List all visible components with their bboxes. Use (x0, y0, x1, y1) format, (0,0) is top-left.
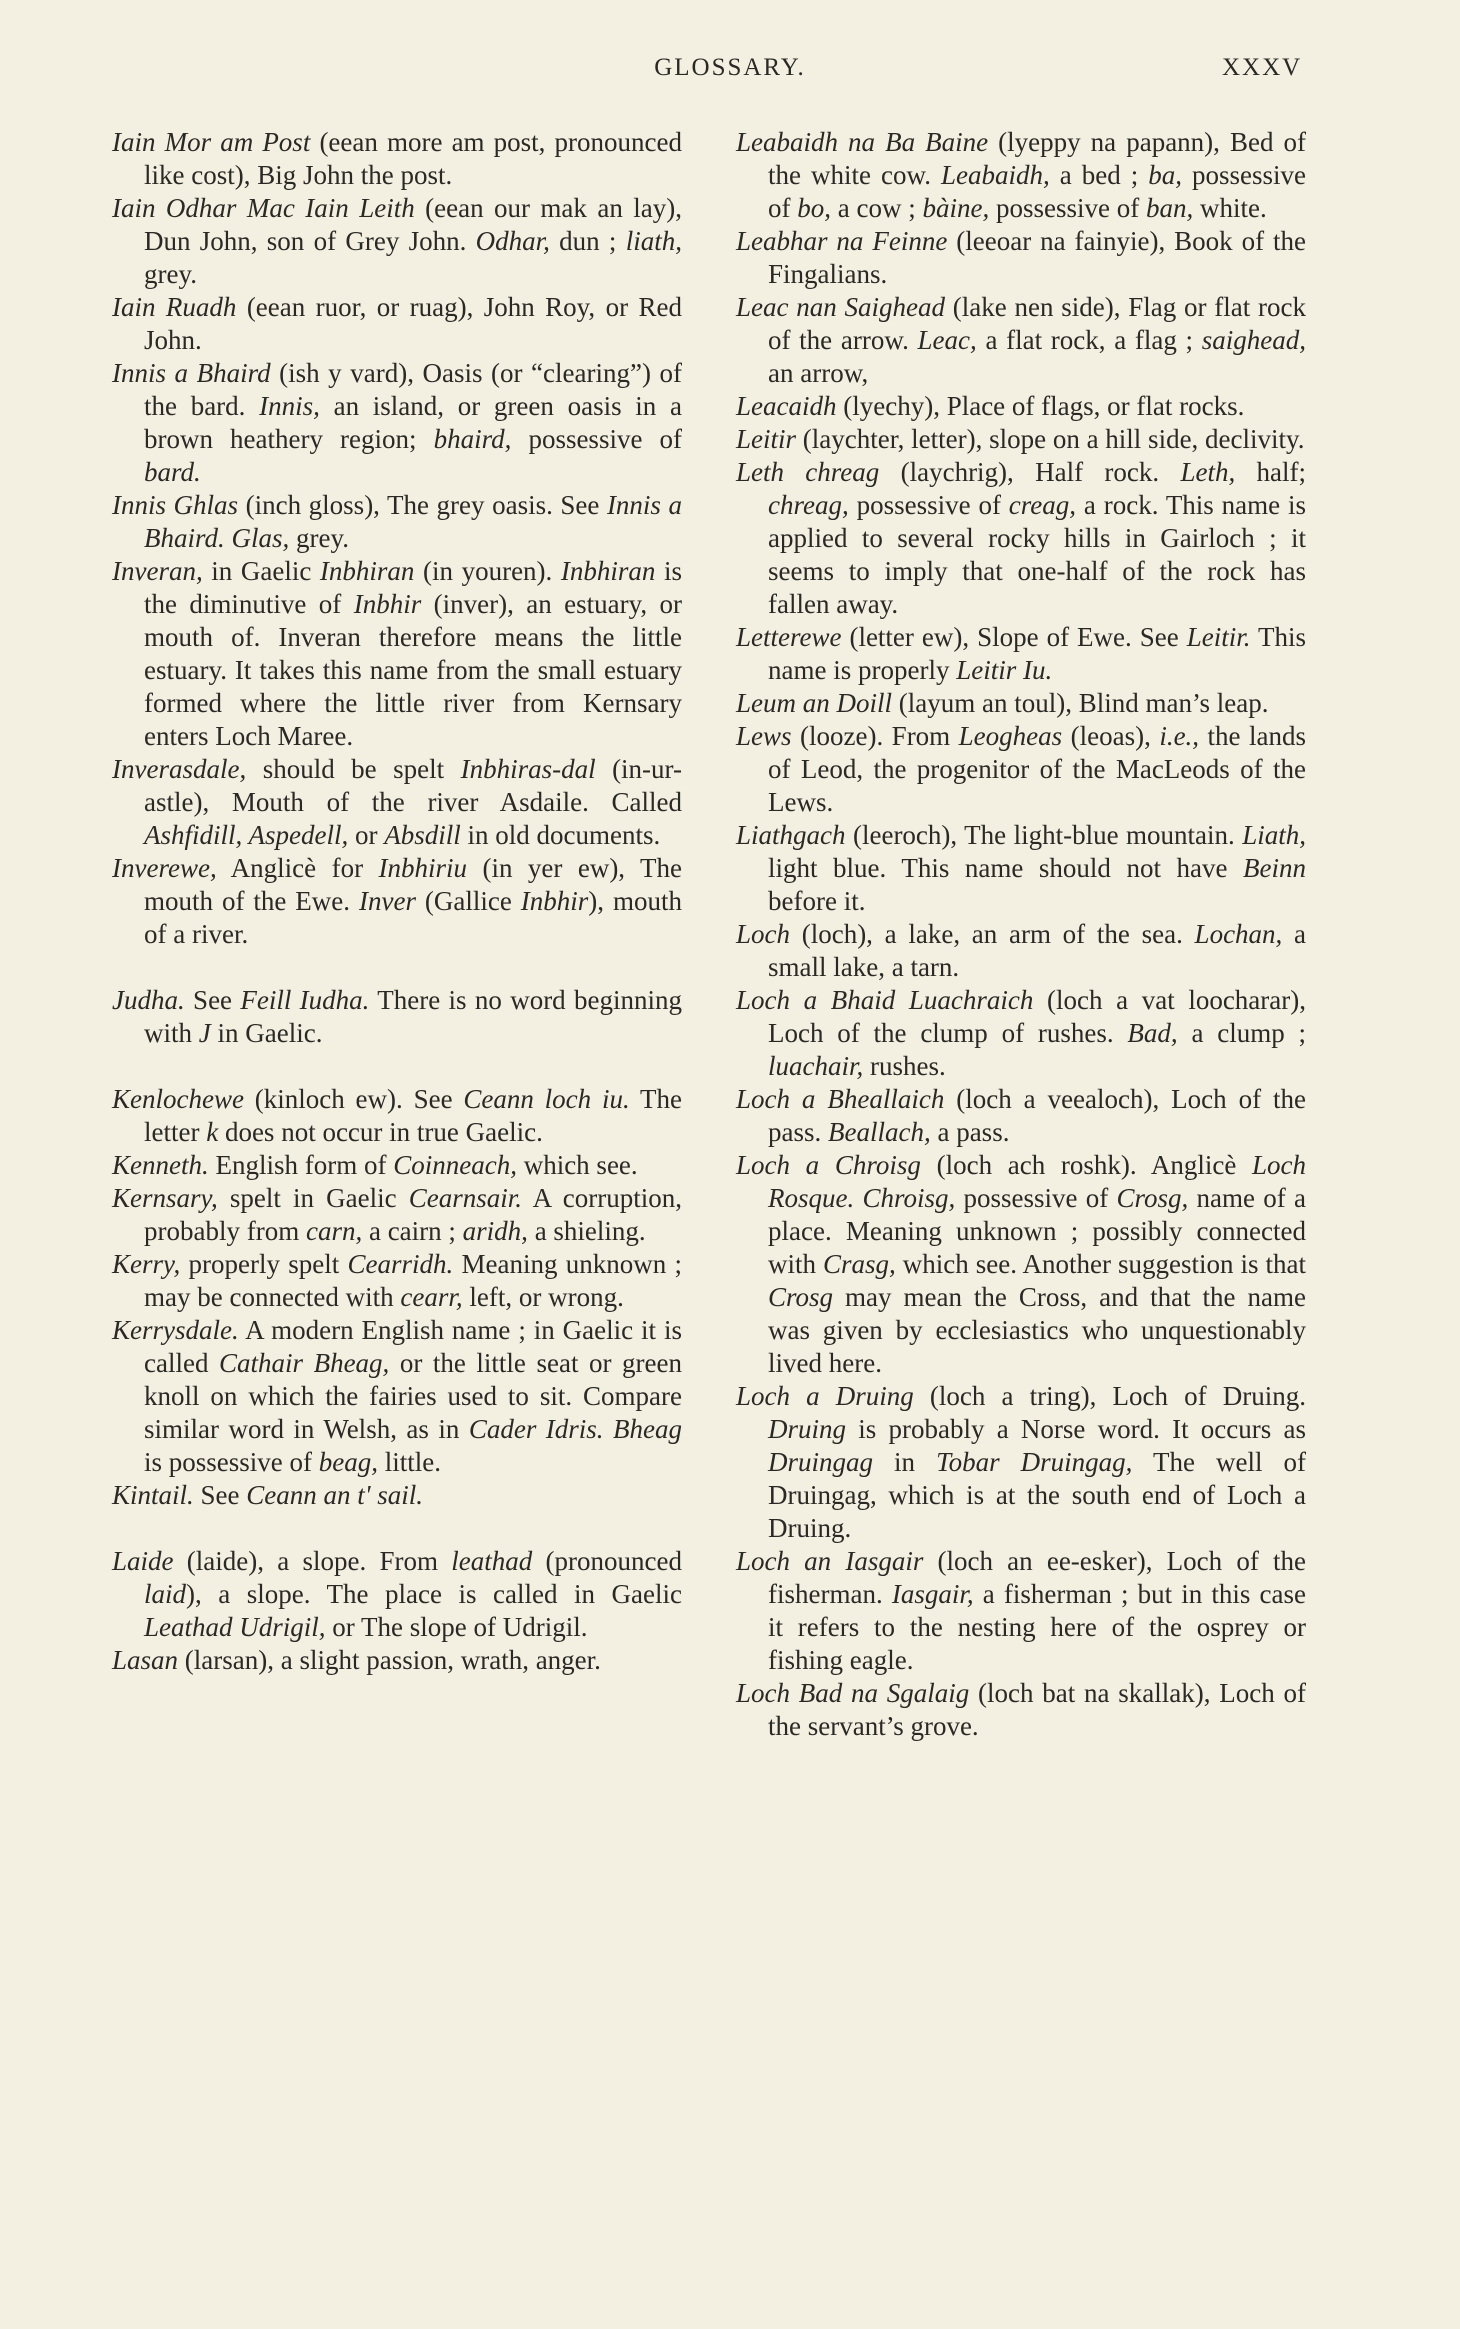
entry-text: (eean ruor, or ruag), John Roy, or Red John. (144, 292, 682, 355)
entry-text: There is no word beginning with (144, 985, 682, 1048)
entry-text: a clump ; (1177, 1018, 1306, 1048)
entry-term-italic: k (206, 1117, 219, 1147)
entry-text: (leeoar na fainyie), Book of the Fingalians. (768, 226, 1306, 289)
entry-text: rushes. (863, 1051, 946, 1081)
entry-term-italic: Leth chreag (736, 457, 880, 487)
entry-term-italic: Lochan, (1194, 919, 1283, 949)
glossary-entry (112, 852, 682, 951)
entry-term-italic: Cader Idris. Bheag (468, 1414, 682, 1444)
entry-text: a pass. (930, 1117, 1010, 1147)
entry-text: is the diminutive of (144, 556, 682, 619)
entry-term-italic: Lasan (112, 1645, 179, 1675)
glossary-entry (112, 489, 682, 555)
entry-text: possessive of (768, 160, 1306, 223)
entry-text: in (873, 1447, 937, 1477)
entry-text: the lands of Leod, the progenitor of the MacLeods of the Lews. (768, 721, 1306, 817)
entry-text: (laide), a slope. From (173, 1546, 452, 1576)
entry-text: (pronounced (532, 1546, 682, 1576)
entry-text: or The slope of Udrigil. (325, 1612, 588, 1642)
glossary-entry (736, 1545, 1306, 1677)
entry-term-italic: bàine, (922, 193, 990, 223)
entry-text: spelt in Gaelic (217, 1183, 409, 1213)
entry-term-italic: Loch Rosque. Chroisg, (768, 1150, 1306, 1213)
entry-text: (lyeppy na papann), Bed of the white cow. (768, 127, 1306, 190)
entry-term-italic: Iain Mor am Post (112, 127, 311, 157)
entry-term-italic: Ceann an t' sail. (246, 1480, 424, 1510)
entry-term-italic: Judha. (112, 985, 185, 1015)
glossary-entry (736, 984, 1306, 1083)
entry-text: This name is properly (768, 622, 1306, 685)
glossary-entry (736, 918, 1306, 984)
entry-text: Meaning unknown ; may be connected with (144, 1249, 683, 1312)
entry-text: before it. (768, 886, 866, 916)
entry-term-italic: luachair, (768, 1051, 864, 1081)
glossary-entry (112, 1479, 682, 1512)
glossary-entry (736, 225, 1306, 291)
entry-term-italic: Absdill (384, 820, 461, 850)
entry-term-italic: Liath, (1242, 820, 1306, 850)
glossary-entry (112, 1644, 682, 1677)
entry-term-italic: creag, (1008, 490, 1077, 520)
entry-text: (leeroch), The light-blue mountain. (845, 820, 1243, 850)
entry-text: in Gaelic (202, 556, 320, 586)
entry-term-italic: carn, (305, 1216, 363, 1246)
entry-text: a cairn ; (362, 1216, 463, 1246)
entry-term-italic: Cearridh. (347, 1249, 454, 1279)
glossary-entry (736, 1380, 1306, 1545)
entry-term-italic: J (198, 1018, 211, 1048)
entry-term-italic: Odhar, (475, 226, 550, 256)
entry-text: should be spelt (246, 754, 461, 784)
entry-text: English form of (208, 1150, 394, 1180)
entry-text: half; (1235, 457, 1306, 487)
glossary-entry (736, 819, 1306, 918)
entry-text: an island, or green oasis in a brown heathery region; (144, 391, 682, 454)
entry-term-italic: Loch Bad na Sgalaig (736, 1678, 970, 1708)
entry-term-italic: Loch a Bheallaich (736, 1084, 945, 1114)
entry-text: (in yer ew), The mouth of the Ewe. (144, 853, 682, 916)
entry-term-italic: Inbhiran (560, 556, 656, 586)
right-column (736, 126, 1306, 1743)
entry-term-italic: Leathad Udrigil, (144, 1612, 326, 1642)
entry-text: (leoas), (1062, 721, 1160, 751)
entry-term-italic: Leabhar na Feinne (736, 226, 948, 256)
entry-term-italic: Iasgair, (891, 1579, 974, 1609)
entry-text: (layum an toul), Blind man’s leap. (892, 688, 1269, 718)
entry-term-italic: Kenneth. (112, 1150, 209, 1180)
entry-text: a rock. This name is applied to several rocky hills in Gairloch ; it seems to imply that one-half of the rock has fallen away. (768, 490, 1306, 619)
entry-text: may mean the Cross, and that the name was given by ecclesiastics who unquestionably lived here. (768, 1282, 1306, 1378)
entry-term-italic: laid (144, 1579, 187, 1609)
entry-term-italic: Inbhiriu (378, 853, 468, 883)
entry-term-italic: Leogheas (958, 721, 1063, 751)
entry-term-italic: bo, (797, 193, 831, 223)
entry-term-italic: Leabaidh, (940, 160, 1050, 190)
entry-term-italic: Innis a Bhaird (112, 358, 271, 388)
entry-term-italic: Leitir Iu. (956, 655, 1053, 685)
entry-text: (letter ew), Slope of Ewe. See (841, 622, 1187, 652)
entry-text: The well of Druingag, which is at the south end of Loch a Druing. (768, 1447, 1306, 1543)
entry-text: ), mouth of a river. (144, 886, 682, 949)
entry-text: A corruption, probably from (144, 1183, 682, 1246)
entry-text: A modern English name ; in Gaelic it is called (144, 1315, 682, 1378)
entry-text: (lake nen side), Flag or flat rock of the arrow. (768, 292, 1306, 355)
entry-term-italic: Bad, (1127, 1018, 1178, 1048)
entry-term-italic: beag, (318, 1447, 378, 1477)
glossary-entry (736, 1149, 1306, 1380)
entry-text: a fisherman ; but in this case it refers to the nesting here of the osprey or fishing eagle. (768, 1579, 1306, 1675)
entry-term-italic: Innis, (259, 391, 320, 421)
entry-term-italic: Inver (358, 886, 416, 916)
entry-term-italic: Druingag (768, 1447, 874, 1477)
left-column (112, 126, 682, 1677)
glossary-entry (736, 126, 1306, 225)
glossary-entry (112, 1248, 682, 1314)
entry-text: name of a place. Meaning unknown ; possibly connected with (768, 1183, 1306, 1279)
glossary-entry (112, 1149, 682, 1182)
glossary-entry (112, 126, 682, 192)
entry-text: (eean more am post, pronounced like cost), Big John the post. (144, 127, 682, 190)
entry-term-italic: bard. (144, 457, 201, 487)
glossary-entry (736, 1083, 1306, 1149)
entry-term-italic: Leacaidh (736, 391, 837, 421)
entry-term-italic: Ashfidill, Aspedell, (144, 820, 349, 850)
entry-text: a cow ; (831, 193, 923, 223)
entry-text: grey. (144, 259, 197, 289)
entry-term-italic: Crosg, (1116, 1183, 1189, 1213)
entry-term-italic: Kenlochewe (112, 1084, 244, 1114)
entry-term-italic: bhaird, (433, 424, 512, 454)
glossary-entry (112, 291, 682, 357)
glossary-entry (112, 984, 682, 1050)
entry-term-italic: liath, (625, 226, 682, 256)
entry-text: Anglicè for (216, 853, 379, 883)
entry-text: a bed ; (1049, 160, 1149, 190)
entry-text: (loch a vat loocharar), Loch of the clump of rushes. (768, 985, 1306, 1048)
entry-text: is possessive of (144, 1447, 319, 1477)
entry-term-italic: Leum an Doill (736, 688, 893, 718)
glossary-entry (736, 621, 1306, 687)
entry-term-italic: i.e., (1159, 721, 1200, 751)
entry-text: a flat rock, a flag ; (976, 325, 1202, 355)
entry-text: a shieling. (527, 1216, 646, 1246)
entry-term-italic: Kerry, (112, 1249, 181, 1279)
entry-text: (Gallice (415, 886, 521, 916)
entry-text: ), a slope. The place is called in Gaelic (186, 1579, 682, 1609)
glossary-entry (112, 192, 682, 291)
entry-text: does not occur in true Gaelic. (218, 1117, 543, 1147)
entry-text: (in-ur-astle), Mouth of the river Asdaile. Called (144, 754, 682, 817)
entry-text: See (184, 985, 241, 1015)
entry-text: See (193, 1480, 247, 1510)
glossary-entry (736, 456, 1306, 621)
entry-term-italic: Leac nan Saighead (736, 292, 946, 322)
entry-term-italic: Cearnsair. (408, 1183, 522, 1213)
entry-term-italic: Leitir (736, 424, 797, 454)
glossary-entry (736, 1677, 1306, 1743)
glossary-entry (736, 687, 1306, 720)
entry-term-italic: Druing (768, 1414, 847, 1444)
entry-text: (loch a veealoch), Loch of the pass. (768, 1084, 1306, 1147)
entry-text: (laychter, letter), slope on a hill side, declivity. (796, 424, 1305, 454)
entry-term-italic: Iain Ruadh (112, 292, 237, 322)
glossary-entry (112, 1083, 682, 1149)
entry-text: (kinloch ew). See (243, 1084, 464, 1114)
entry-text: possessive of (955, 1183, 1117, 1213)
entry-term-italic: Leitir. (1186, 622, 1251, 652)
glossary-entry (736, 291, 1306, 390)
entry-text: (loch a tring), Loch of Druing. (913, 1381, 1306, 1411)
entry-term-italic: Kerrysdale. (112, 1315, 239, 1345)
entry-term-italic: Inveran, (112, 556, 203, 586)
glossary-entry (112, 555, 682, 753)
glossary-entry (112, 753, 682, 852)
entry-term-italic: Kernsary, (112, 1183, 218, 1213)
entry-text: is probably a Norse word. It occurs as (846, 1414, 1306, 1444)
entry-text: little. (377, 1447, 441, 1477)
entry-term-italic: Laide (112, 1546, 174, 1576)
entry-term-italic: Inverewe, (112, 853, 217, 883)
entry-term-italic: ba, (1148, 160, 1182, 190)
entry-term-italic: Leabaidh na Ba Baine (736, 127, 989, 157)
entry-text: a small lake, a tarn. (768, 919, 1306, 982)
entry-text: (eean our mak an lay), Dun John, son of Grey John. (144, 193, 682, 256)
entry-text: which see. Another suggestion is that (895, 1249, 1306, 1279)
entry-term-italic: Liathgach (736, 820, 846, 850)
entry-term-italic: Inbhiras-dal (460, 754, 596, 784)
entry-term-italic: Loch an Iasgair (736, 1546, 924, 1576)
glossary-entry (736, 423, 1306, 456)
entry-text: (in youren). (414, 556, 561, 586)
entry-text: grey. (289, 523, 349, 553)
entry-text: (looze). From (791, 721, 959, 751)
entry-term-italic: aridh, (462, 1216, 528, 1246)
entry-text: (inch gloss), The grey oasis. See (238, 490, 607, 520)
entry-term-italic: Beinn (1243, 853, 1306, 883)
entry-text: (lyechy), Place of flags, or flat rocks. (836, 391, 1245, 421)
entry-term-italic: Leth, (1180, 457, 1236, 487)
entry-term-italic: Feill Iudha. (240, 985, 370, 1015)
entry-text: light blue. This name should not have (768, 853, 1244, 883)
entry-term-italic: Inbhir (520, 886, 589, 916)
entry-text: (inver), an estuary, or mouth of. Inveran therefore means the little estuary. It takes this name from the small estuary formed where the little river from Kernsary enters Loch Maree. (144, 589, 682, 751)
entry-term-italic: Lews (736, 721, 792, 751)
entry-text: properly spelt (180, 1249, 348, 1279)
glossary-entry (112, 1545, 682, 1644)
entry-text: (loch ach roshk). Anglicè (920, 1150, 1252, 1180)
entry-text: possessive of (989, 193, 1146, 223)
glossary-entry (112, 1314, 682, 1479)
entry-text: possessive of (848, 490, 1009, 520)
entry-term-italic: Loch a Chroisg (736, 1150, 921, 1180)
glossary-entry (736, 390, 1306, 423)
entry-term-italic: Crosg (768, 1282, 834, 1312)
entry-text: (loch bat na skallak), Loch of the servant’s grove. (768, 1678, 1307, 1741)
entry-text: (laychrig), Half rock. (879, 457, 1181, 487)
entry-text: (loch), a lake, an arm of the sea. (790, 919, 1195, 949)
entry-text: left, or wrong. (462, 1282, 624, 1312)
entry-term-italic: Letterewe (736, 622, 842, 652)
entry-term-italic: Iain Odhar Mac Iain Leith (112, 193, 415, 223)
entry-term-italic: Inverasdale, (112, 754, 247, 784)
entry-term-italic: Innis Ghlas (112, 490, 239, 520)
entry-term-italic: Cathair Bheag, (219, 1348, 390, 1378)
entry-text: white. (1193, 193, 1267, 223)
page-number: XXXV (1222, 54, 1303, 81)
entry-term-italic: Loch a Bhaid Luachraich (736, 985, 1034, 1015)
entry-text: (loch an ee-esker), Loch of the fisherman. (768, 1546, 1306, 1609)
glossary-entry (736, 720, 1306, 819)
entry-term-italic: Loch (736, 919, 790, 949)
entry-text: or the little seat or green knoll on which the fairies used to sit. Compare similar word in Welsh, as in (144, 1348, 682, 1444)
entry-term-italic: Loch a Druing (736, 1381, 914, 1411)
entry-text: possessive of (511, 424, 682, 454)
entry-text: in Gaelic. (210, 1018, 323, 1048)
entry-term-italic: Ceann loch iu. (463, 1084, 630, 1114)
entry-text: in old documents. (460, 820, 661, 850)
entry-term-italic: saighead, (1201, 325, 1306, 355)
entry-term-italic: Coinneach, (393, 1150, 517, 1180)
entry-text: The letter (144, 1084, 683, 1147)
glossary-entry (112, 357, 682, 489)
entry-term-italic: Beallach, (828, 1117, 931, 1147)
entry-text: dun ; (549, 226, 626, 256)
entry-term-italic: Inbhir (353, 589, 422, 619)
entry-term-italic: ban, (1145, 193, 1194, 223)
entry-term-italic: Inbhiran (319, 556, 415, 586)
entry-term-italic: Kintail. (112, 1480, 194, 1510)
entry-term-italic: Crasg, (823, 1249, 896, 1279)
entry-text: an arrow, (768, 358, 869, 388)
entry-term-italic: Leac, (917, 325, 977, 355)
running-title: GLOSSARY. (654, 54, 806, 81)
entry-text: or (348, 820, 385, 850)
entry-text: which see. (516, 1150, 638, 1180)
entry-term-italic: leathad (451, 1546, 533, 1576)
entry-term-italic: Tobar Druingag, (936, 1447, 1133, 1477)
entry-term-italic: cearr, (400, 1282, 463, 1312)
entry-text: (larsan), a slight passion, wrath, anger. (178, 1645, 601, 1675)
entry-term-italic: Innis a Bhaird. Glas, (144, 490, 682, 553)
entry-term-italic: chreag, (768, 490, 849, 520)
glossary-entry (112, 1182, 682, 1248)
entry-text: (ish y vard), Oasis (or “clearing”) of the bard. (144, 358, 683, 421)
